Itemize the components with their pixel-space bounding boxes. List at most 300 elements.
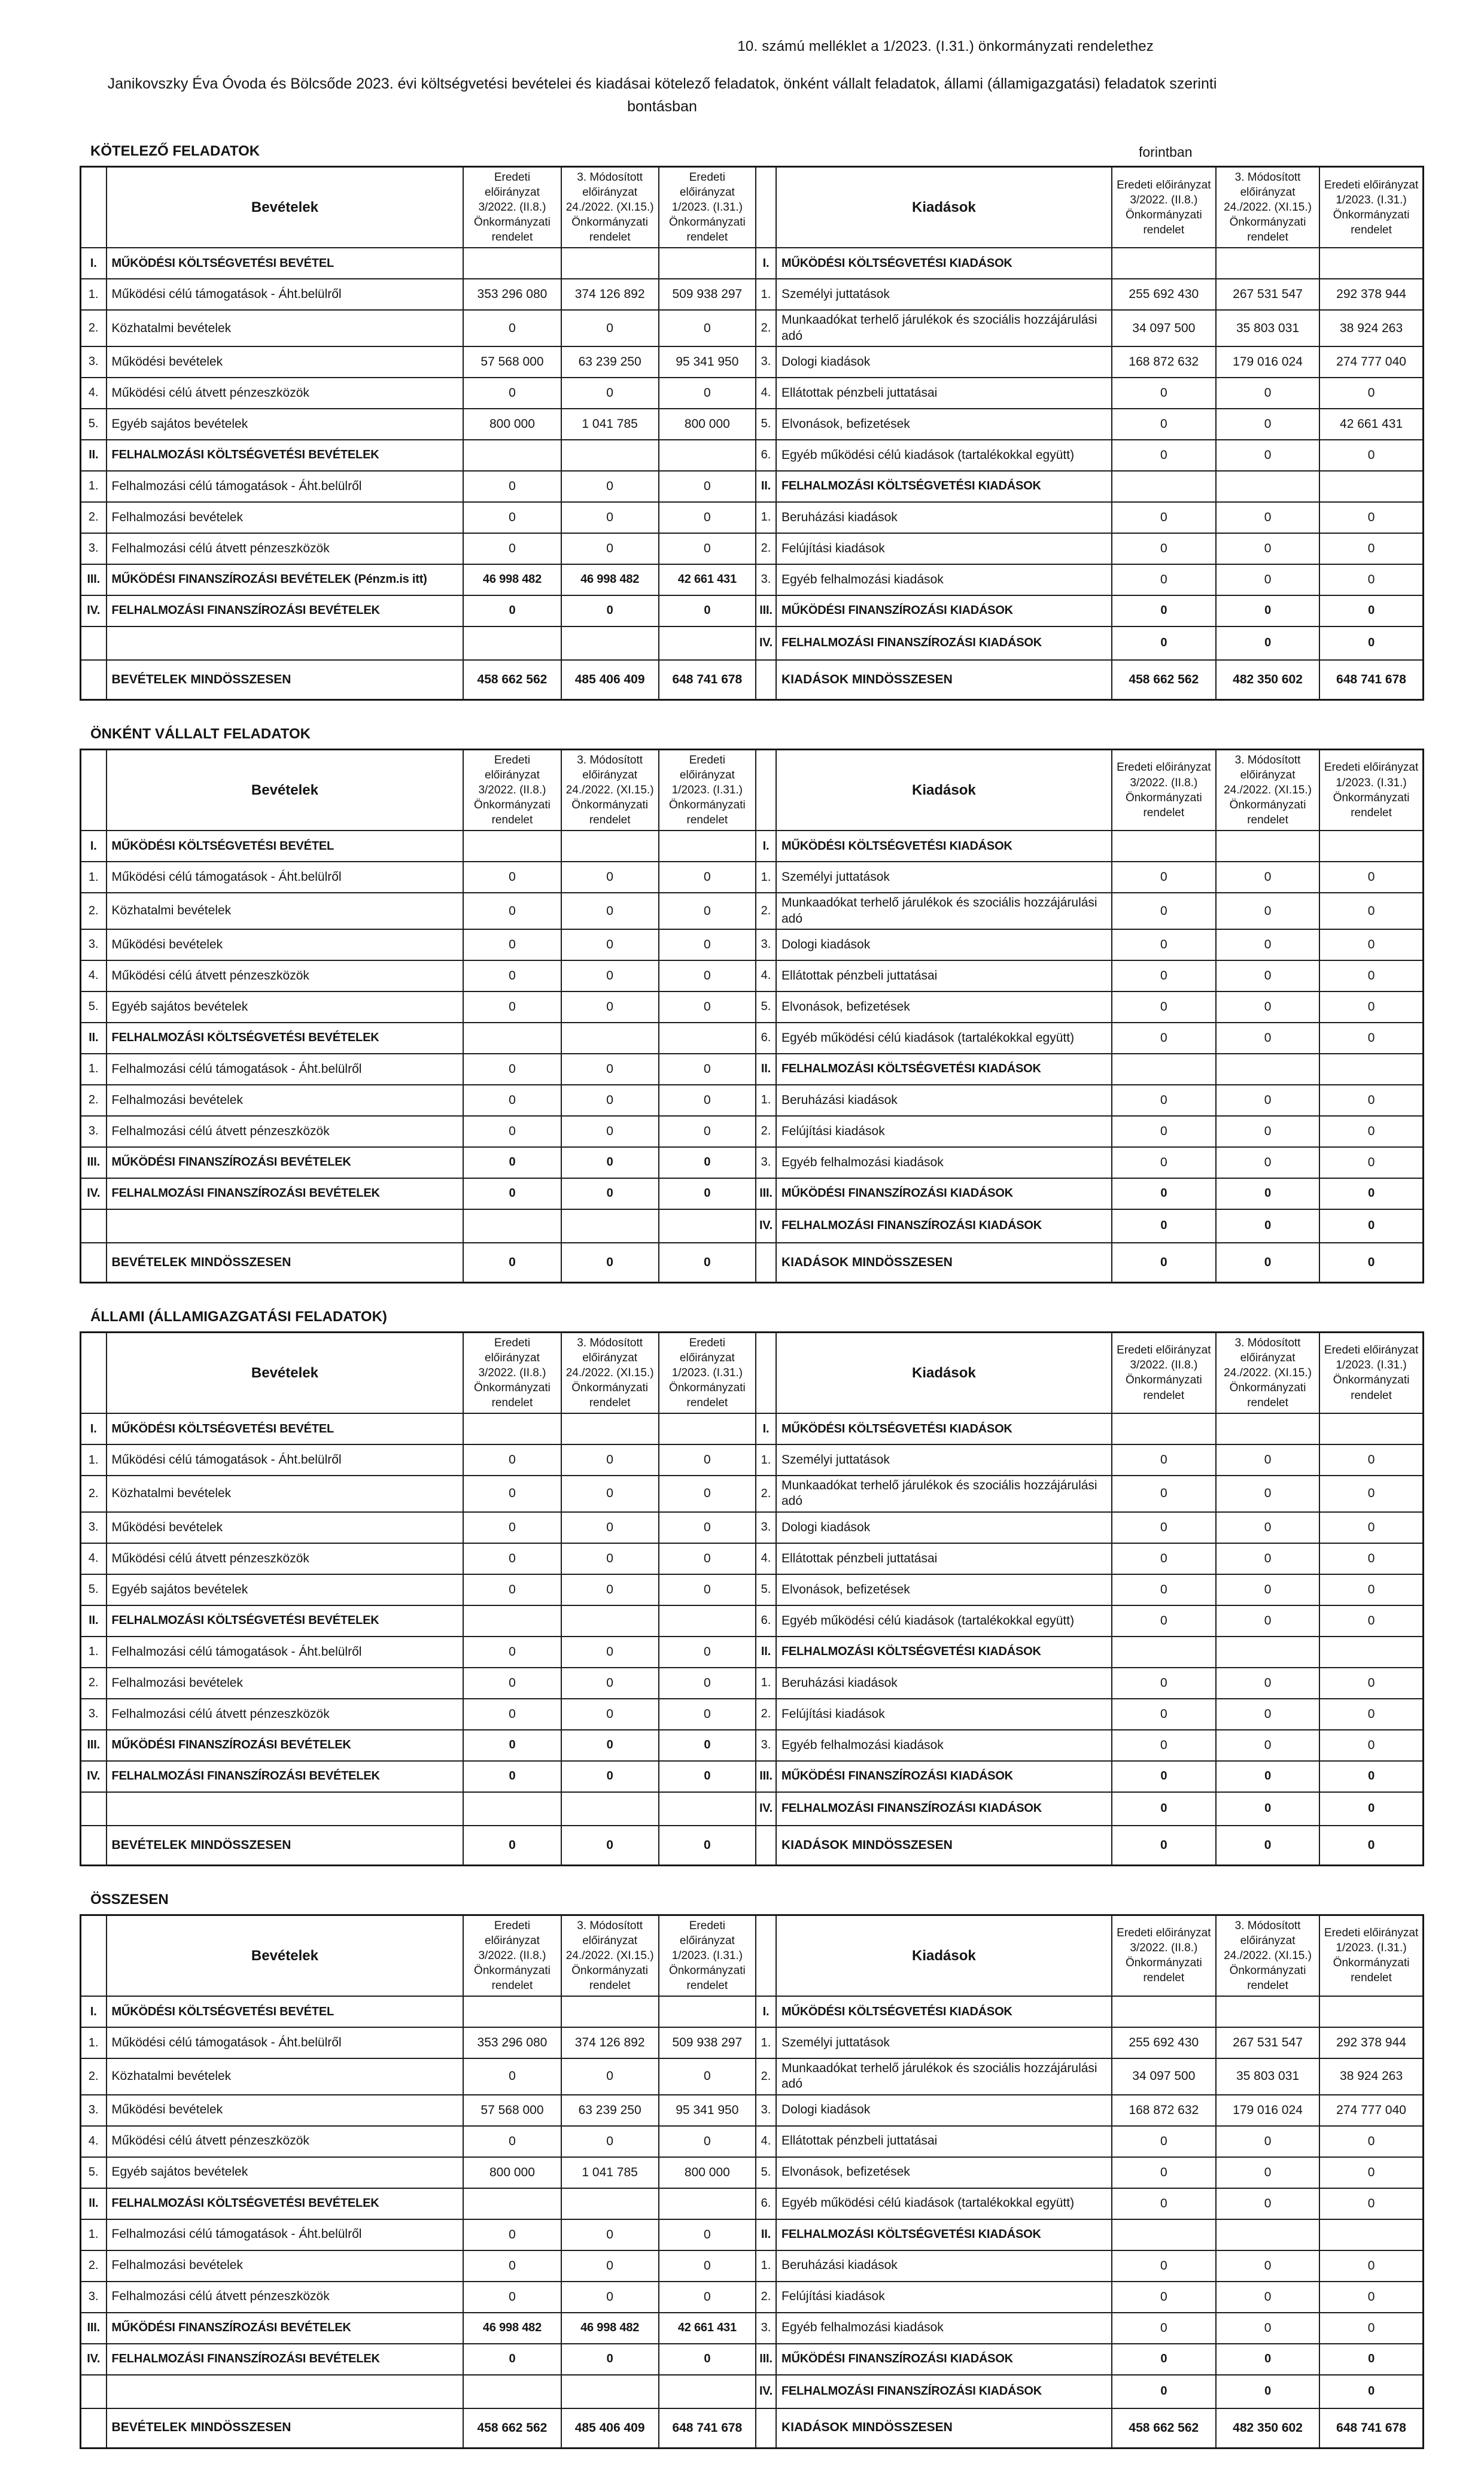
row-label-cell: FELHALMOZÁSI KÖLTSÉGVETÉSI BEVÉTELEK (107, 440, 464, 471)
row-number-cell: 1. (81, 279, 107, 310)
value-cell: 0 (561, 1085, 659, 1116)
value-cell: 0 (561, 1543, 659, 1574)
column-header: Eredeti előirányzat 1/2023. (I.31.) Önkormányzati rendelet (1319, 167, 1423, 248)
column-header: Eredeti előirányzat 3/2022. (II.8.) Önkormányzati rendelet (463, 749, 561, 831)
value-cell (1112, 471, 1216, 502)
row-label-cell: Beruházási kiadások (776, 502, 1112, 533)
row-label-cell: Beruházási kiadások (776, 1085, 1112, 1116)
value-cell: 0 (463, 2126, 561, 2157)
value-cell: 57 568 000 (463, 2095, 561, 2126)
value-cell: 0 (561, 1444, 659, 1476)
value-cell: 0 (561, 1699, 659, 1730)
table-row (81, 440, 1424, 471)
value-cell: 800 000 (463, 409, 561, 440)
row-label-cell: Elvonások, befizetések (776, 2157, 1112, 2188)
value-cell: 0 (463, 1147, 561, 1178)
row-label-cell: Felhalmozási célú támogatások - Áht.belülről (107, 2219, 464, 2250)
revenues-header: Bevételek (107, 749, 464, 831)
value-cell: 0 (1216, 2375, 1319, 2408)
row-number-cell: 4. (81, 378, 107, 409)
value-cell (561, 1605, 659, 1637)
value-cell: 0 (561, 2126, 659, 2157)
value-cell: 42 661 431 (659, 2313, 756, 2344)
table-row (81, 2250, 1424, 2282)
value-cell: 0 (1216, 502, 1319, 533)
row-number-cell: 5. (81, 2157, 107, 2188)
value-cell: 0 (1319, 595, 1423, 626)
value-cell: 0 (1319, 1476, 1423, 1512)
row-number-cell (81, 660, 107, 700)
value-cell (1319, 1054, 1423, 1085)
value-cell: 0 (1112, 564, 1216, 595)
value-cell: 46 998 482 (463, 2313, 561, 2344)
row-label-cell: MŰKÖDÉSI FINANSZÍROZÁSI KIADÁSOK (776, 595, 1112, 626)
value-cell: 0 (1319, 1826, 1423, 1866)
column-header: Eredeti előirányzat 1/2023. (I.31.) Önkormányzati rendelet (1319, 1332, 1423, 1413)
row-label-cell: Egyéb felhalmozási kiadások (776, 1730, 1112, 1761)
row-label-cell: FELHALMOZÁSI KÖLTSÉGVETÉSI KIADÁSOK (776, 2219, 1112, 2250)
row-number-cell (81, 1792, 107, 1826)
row-label-cell: Működési bevételek (107, 346, 464, 378)
value-cell: 0 (1319, 1147, 1423, 1178)
row-number-cell: 5. (756, 2157, 776, 2188)
value-cell: 0 (1112, 1512, 1216, 1543)
row-label-cell: Ellátottak pénzbeli juttatásai (776, 378, 1112, 409)
value-cell (1319, 2219, 1423, 2250)
value-cell: 0 (1112, 862, 1216, 893)
value-cell (1319, 1413, 1423, 1444)
value-cell: 648 741 678 (1319, 2408, 1423, 2448)
row-number-cell: 3. (81, 1512, 107, 1543)
row-label-cell: Felhalmozási célú átvett pénzeszközök (107, 1699, 464, 1730)
row-label-cell: MŰKÖDÉSI KÖLTSÉGVETÉSI KIADÁSOK (776, 1996, 1112, 2027)
table-row (81, 2219, 1424, 2250)
value-cell (561, 248, 659, 279)
value-cell: 509 938 297 (659, 279, 756, 310)
value-cell: 0 (1112, 595, 1216, 626)
row-number-cell (756, 2408, 776, 2448)
value-cell: 0 (1216, 595, 1319, 626)
row-number-cell: II. (81, 440, 107, 471)
value-cell: 0 (1319, 533, 1423, 564)
value-cell: 458 662 562 (1112, 2408, 1216, 2448)
value-cell: 0 (1216, 2188, 1319, 2219)
row-number-cell: 3. (756, 346, 776, 378)
value-cell: 0 (1319, 893, 1423, 929)
row-number-cell: 2. (81, 1668, 107, 1699)
row-number-cell: 5. (81, 991, 107, 1023)
row-number-cell: II. (756, 1054, 776, 1085)
value-cell: 0 (1216, 533, 1319, 564)
expenditures-header: Kiadások (776, 1915, 1112, 1996)
row-number-cell: 2. (756, 1476, 776, 1512)
value-cell: 95 341 950 (659, 2095, 756, 2126)
row-label-cell: Felújítási kiadások (776, 1699, 1112, 1730)
value-cell: 0 (1112, 1178, 1216, 1209)
row-label-cell: FELHALMOZÁSI FINANSZÍROZÁSI BEVÉTELEK (107, 595, 464, 626)
row-number-cell: 6. (756, 1023, 776, 1054)
value-cell: 0 (659, 1085, 756, 1116)
value-cell: 0 (463, 1543, 561, 1574)
row-label-cell: Felhalmozási célú támogatások - Áht.belülről (107, 471, 464, 502)
value-cell: 0 (1112, 2188, 1216, 2219)
row-label-cell: MŰKÖDÉSI FINANSZÍROZÁSI KIADÁSOK (776, 2344, 1112, 2375)
value-cell: 0 (463, 2058, 561, 2095)
value-cell: 0 (1112, 1116, 1216, 1147)
row-label-cell: Felhalmozási célú átvett pénzeszközök (107, 1116, 464, 1147)
value-cell: 0 (561, 1637, 659, 1668)
row-number-header (756, 749, 776, 831)
value-cell (463, 1792, 561, 1826)
row-label-cell: Felújítási kiadások (776, 1116, 1112, 1147)
table-row (81, 1023, 1424, 1054)
row-label-cell: Egyéb sajátos bevételek (107, 1574, 464, 1605)
value-cell: 0 (659, 2250, 756, 2282)
value-cell: 0 (561, 1178, 659, 1209)
row-number-cell: 2. (81, 1085, 107, 1116)
table-row (81, 991, 1424, 1023)
value-cell: 0 (1319, 2344, 1423, 2375)
value-cell: 267 531 547 (1216, 279, 1319, 310)
row-label-cell: Működési célú átvett pénzeszközök (107, 1543, 464, 1574)
value-cell: 0 (561, 1668, 659, 1699)
row-label-cell: Beruházási kiadások (776, 2250, 1112, 2282)
row-number-cell: 1. (756, 2250, 776, 2282)
value-cell: 0 (1216, 1761, 1319, 1792)
value-cell: 0 (1216, 2313, 1319, 2344)
table-row (81, 626, 1424, 660)
expenditures-header: Kiadások (776, 1332, 1112, 1413)
table-row (81, 1668, 1424, 1699)
row-label-cell: Működési bevételek (107, 2095, 464, 2126)
row-label-cell: Ellátottak pénzbeli juttatásai (776, 960, 1112, 991)
value-cell: 0 (1216, 1209, 1319, 1243)
value-cell: 0 (1319, 2282, 1423, 2313)
value-cell: 0 (463, 1512, 561, 1543)
value-cell: 509 938 297 (659, 2027, 756, 2058)
value-cell: 800 000 (659, 2157, 756, 2188)
value-cell: 0 (1112, 1761, 1216, 1792)
row-label-cell: FELHALMOZÁSI FINANSZÍROZÁSI BEVÉTELEK (107, 1761, 464, 1792)
row-label-cell: FELHALMOZÁSI FINANSZÍROZÁSI BEVÉTELEK (107, 1178, 464, 1209)
value-cell: 0 (463, 1730, 561, 1761)
row-label-cell: KIADÁSOK MINDÖSSZESEN (776, 1826, 1112, 1866)
value-cell: 0 (1112, 1730, 1216, 1761)
row-number-cell: 4. (81, 960, 107, 991)
value-cell: 0 (659, 862, 756, 893)
row-label-cell: BEVÉTELEK MINDÖSSZESEN (107, 1826, 464, 1866)
row-label-cell: Működési célú átvett pénzeszközök (107, 960, 464, 991)
row-label-cell: BEVÉTELEK MINDÖSSZESEN (107, 660, 464, 700)
table-row (81, 248, 1424, 279)
row-label-cell: FELHALMOZÁSI FINANSZÍROZÁSI KIADÁSOK (776, 1209, 1112, 1243)
column-header: 3. Módosított előirányzat 24./2022. (XI.15.) Önkormányzati rendelet (1216, 749, 1319, 831)
row-label-cell: Felhalmozási célú átvett pénzeszközök (107, 2282, 464, 2313)
row-label-cell: Munkaadókat terhelő járulékok és szociális hozzájárulási adó (776, 893, 1112, 929)
value-cell: 0 (561, 960, 659, 991)
value-cell: 0 (1216, 1574, 1319, 1605)
table-row (81, 2058, 1424, 2095)
value-cell: 353 296 080 (463, 279, 561, 310)
row-label-cell: Egyéb sajátos bevételek (107, 409, 464, 440)
row-label-cell: Egyéb működési célú kiadások (tartalékokkal együtt) (776, 1605, 1112, 1637)
row-number-cell: 3. (81, 2095, 107, 2126)
row-number-header (81, 1915, 107, 1996)
row-number-cell: II. (81, 2188, 107, 2219)
value-cell: 0 (659, 471, 756, 502)
value-cell: 0 (659, 1826, 756, 1866)
value-cell: 0 (659, 1054, 756, 1085)
row-number-cell: 2. (81, 893, 107, 929)
column-header: Eredeti előirányzat 3/2022. (II.8.) Önkormányzati rendelet (463, 1332, 561, 1413)
row-label-cell: FELHALMOZÁSI FINANSZÍROZÁSI BEVÉTELEK (107, 2344, 464, 2375)
row-number-cell: 1. (756, 2027, 776, 2058)
value-cell: 179 016 024 (1216, 2095, 1319, 2126)
column-header: Eredeti előirányzat 1/2023. (I.31.) Önkormányzati rendelet (659, 1332, 756, 1413)
value-cell: 292 378 944 (1319, 2027, 1423, 2058)
row-number-cell: 4. (756, 2126, 776, 2157)
value-cell: 0 (463, 2219, 561, 2250)
row-number-cell: I. (81, 1413, 107, 1444)
value-cell: 0 (1216, 2250, 1319, 2282)
table-row (81, 2027, 1424, 2058)
value-cell: 0 (1319, 1543, 1423, 1574)
row-number-cell: III. (756, 595, 776, 626)
value-cell: 42 661 431 (659, 564, 756, 595)
row-label-cell: Felhalmozási célú támogatások - Áht.belülről (107, 1054, 464, 1085)
row-number-cell: 1. (81, 1444, 107, 1476)
row-number-cell: 1. (756, 502, 776, 533)
row-label-cell: Működési célú támogatások - Áht.belülről (107, 1444, 464, 1476)
value-cell: 648 741 678 (659, 2408, 756, 2448)
value-cell: 35 803 031 (1216, 310, 1319, 346)
value-cell: 0 (463, 1444, 561, 1476)
row-number-header (81, 167, 107, 248)
value-cell (659, 248, 756, 279)
budget-table (80, 749, 1424, 1283)
row-number-cell: 2. (756, 533, 776, 564)
value-cell (659, 1996, 756, 2027)
section-title: ÁLLAMI (ÁLLAMIGAZGATÁSI FELADATOK) (90, 1308, 387, 1325)
row-number-cell: III. (81, 1147, 107, 1178)
expenditures-header: Kiadások (776, 749, 1112, 831)
column-header: Eredeti előirányzat 1/2023. (I.31.) Önkormányzati rendelet (1319, 1915, 1423, 1996)
value-cell: 374 126 892 (561, 279, 659, 310)
value-cell: 0 (1319, 1761, 1423, 1792)
value-cell: 0 (1112, 1085, 1216, 1116)
value-cell: 38 924 263 (1319, 310, 1423, 346)
document-title-line2: bontásban (627, 98, 697, 115)
value-cell (659, 440, 756, 471)
row-number-cell: 3. (756, 1512, 776, 1543)
row-number-cell: 2. (756, 2058, 776, 2095)
row-label-cell: Dologi kiadások (776, 2095, 1112, 2126)
column-header: Eredeti előirányzat 3/2022. (II.8.) Önkormányzati rendelet (1112, 1332, 1216, 1413)
value-cell: 0 (1112, 2282, 1216, 2313)
row-number-cell: 1. (81, 1637, 107, 1668)
row-number-cell: 1. (756, 1668, 776, 1699)
value-cell: 0 (1112, 1243, 1216, 1283)
value-cell: 0 (1319, 626, 1423, 660)
value-cell: 0 (1216, 378, 1319, 409)
column-header: 3. Módosított előirányzat 24./2022. (XI.15.) Önkormányzati rendelet (561, 1915, 659, 1996)
row-label-cell: Elvonások, befizetések (776, 409, 1112, 440)
table-row (81, 2344, 1424, 2375)
row-number-cell: 2. (756, 1116, 776, 1147)
value-cell: 0 (463, 2282, 561, 2313)
value-cell: 0 (1112, 378, 1216, 409)
value-cell: 0 (659, 1761, 756, 1792)
value-cell: 0 (1319, 1512, 1423, 1543)
header-row (81, 1915, 1424, 1996)
value-cell: 0 (659, 991, 756, 1023)
value-cell: 0 (1319, 1116, 1423, 1147)
value-cell: 168 872 632 (1112, 346, 1216, 378)
value-cell (659, 831, 756, 862)
section-title: KÖTELEZŐ FELADATOK (90, 143, 260, 159)
value-cell: 0 (1319, 960, 1423, 991)
value-cell: 0 (659, 2219, 756, 2250)
value-cell: 0 (463, 502, 561, 533)
value-cell: 0 (1112, 1605, 1216, 1637)
value-cell: 0 (1112, 626, 1216, 660)
value-cell (463, 1605, 561, 1637)
value-cell: 0 (1112, 502, 1216, 533)
table-row (81, 502, 1424, 533)
row-number-cell: 6. (756, 2188, 776, 2219)
row-number-cell: IV. (81, 595, 107, 626)
value-cell (1216, 2219, 1319, 2250)
value-cell: 0 (463, 2344, 561, 2375)
row-number-cell: 3. (81, 533, 107, 564)
row-number-cell (756, 660, 776, 700)
value-cell (463, 626, 561, 660)
row-label-cell: KIADÁSOK MINDÖSSZESEN (776, 660, 1112, 700)
value-cell: 0 (561, 1826, 659, 1866)
value-cell: 0 (463, 862, 561, 893)
value-cell: 458 662 562 (463, 2408, 561, 2448)
row-number-cell: II. (756, 471, 776, 502)
value-cell: 0 (1319, 2188, 1423, 2219)
row-label-cell: MŰKÖDÉSI KÖLTSÉGVETÉSI BEVÉTEL (107, 248, 464, 279)
table-row (81, 1209, 1424, 1243)
row-label-cell: FELHALMOZÁSI KÖLTSÉGVETÉSI KIADÁSOK (776, 1637, 1112, 1668)
table-row (81, 346, 1424, 378)
value-cell: 179 016 024 (1216, 346, 1319, 378)
row-label-cell: Dologi kiadások (776, 929, 1112, 960)
row-label-cell: Működési bevételek (107, 929, 464, 960)
value-cell: 0 (1216, 929, 1319, 960)
table-row (81, 1085, 1424, 1116)
row-label-cell: Működési célú támogatások - Áht.belülről (107, 862, 464, 893)
value-cell: 0 (1216, 1512, 1319, 1543)
value-cell: 0 (561, 2219, 659, 2250)
column-header: Eredeti előirányzat 3/2022. (II.8.) Önkormányzati rendelet (463, 167, 561, 248)
value-cell: 0 (1112, 929, 1216, 960)
value-cell: 648 741 678 (659, 660, 756, 700)
value-cell: 0 (1319, 1085, 1423, 1116)
value-cell: 0 (1112, 1574, 1216, 1605)
table-row (81, 1178, 1424, 1209)
section-kotelezo-feladatok (80, 143, 1424, 701)
value-cell: 267 531 547 (1216, 2027, 1319, 2058)
value-cell: 0 (1319, 1023, 1423, 1054)
revenues-header: Bevételek (107, 1332, 464, 1413)
value-cell: 485 406 409 (561, 2408, 659, 2448)
value-cell: 0 (1216, 1444, 1319, 1476)
value-cell: 0 (561, 991, 659, 1023)
attachment-note: 10. számú melléklet a 1/2023. (I.31.) önkormányzati rendelethez (737, 38, 1154, 54)
table-row (81, 1637, 1424, 1668)
value-cell: 0 (1216, 862, 1319, 893)
value-cell: 0 (659, 1116, 756, 1147)
column-header: 3. Módosított előirányzat 24./2022. (XI.15.) Önkormányzati rendelet (561, 167, 659, 248)
row-label-cell: Dologi kiadások (776, 1512, 1112, 1543)
table-row (81, 1730, 1424, 1761)
table-row (81, 2313, 1424, 2344)
value-cell (1112, 1413, 1216, 1444)
row-label-cell: MŰKÖDÉSI KÖLTSÉGVETÉSI BEVÉTEL (107, 1996, 464, 2027)
row-number-cell: 2. (81, 310, 107, 346)
value-cell: 485 406 409 (561, 660, 659, 700)
value-cell: 0 (1216, 960, 1319, 991)
value-cell: 0 (1319, 2250, 1423, 2282)
value-cell: 0 (1112, 960, 1216, 991)
value-cell: 0 (561, 893, 659, 929)
row-number-cell: 3. (81, 2282, 107, 2313)
value-cell (659, 1792, 756, 1826)
value-cell: 0 (561, 2282, 659, 2313)
value-cell: 0 (1112, 2126, 1216, 2157)
table-row (81, 1761, 1424, 1792)
row-number-cell: 3. (81, 1699, 107, 1730)
row-label-cell: Egyéb felhalmozási kiadások (776, 1147, 1112, 1178)
row-number-cell: 5. (756, 409, 776, 440)
row-label-cell: MŰKÖDÉSI FINANSZÍROZÁSI KIADÁSOK (776, 1761, 1112, 1792)
value-cell: 0 (1216, 2282, 1319, 2313)
table-row (81, 1826, 1424, 1866)
value-cell: 0 (659, 1637, 756, 1668)
value-cell: 0 (463, 960, 561, 991)
value-cell: 0 (659, 533, 756, 564)
value-cell: 0 (659, 1243, 756, 1283)
value-cell: 35 803 031 (1216, 2058, 1319, 2095)
value-cell: 0 (561, 1730, 659, 1761)
row-label-cell: MŰKÖDÉSI KÖLTSÉGVETÉSI BEVÉTEL (107, 831, 464, 862)
row-number-cell: 3. (756, 2313, 776, 2344)
value-cell (1216, 471, 1319, 502)
row-number-cell (756, 1243, 776, 1283)
value-cell: 0 (1216, 1147, 1319, 1178)
row-label-cell: KIADÁSOK MINDÖSSZESEN (776, 2408, 1112, 2448)
value-cell: 46 998 482 (561, 564, 659, 595)
value-cell: 0 (659, 2282, 756, 2313)
value-cell: 0 (1216, 1792, 1319, 1826)
value-cell: 0 (561, 1147, 659, 1178)
value-cell: 0 (659, 1178, 756, 1209)
value-cell: 0 (561, 502, 659, 533)
row-number-cell: 1. (81, 2027, 107, 2058)
row-number-cell: 2. (81, 2058, 107, 2095)
value-cell (463, 440, 561, 471)
value-cell: 0 (1216, 1699, 1319, 1730)
table-row (81, 2126, 1424, 2157)
value-cell: 255 692 430 (1112, 2027, 1216, 2058)
row-number-cell: 1. (756, 279, 776, 310)
value-cell: 0 (463, 1668, 561, 1699)
row-number-cell: 4. (756, 378, 776, 409)
row-number-cell: 2. (756, 893, 776, 929)
